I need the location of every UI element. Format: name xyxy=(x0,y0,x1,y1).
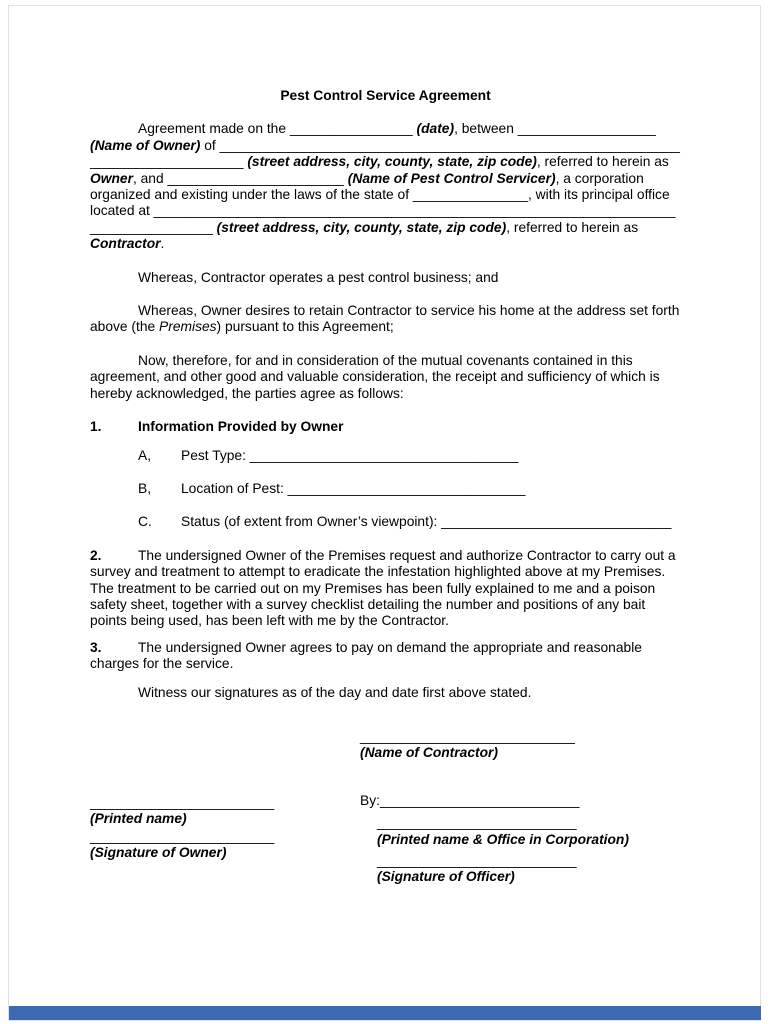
printed-name-office-line: __________________________ xyxy=(377,815,577,831)
contractor-signature-block xyxy=(360,729,681,886)
section-2-clause: 2. The undersigned Owner of the Premises request and authorize Contractor to carry out a survey and treatment to attempt to eradicate the infestation highlighted above at my Premises. The treatment to be carried out on my Premises has been fully explained to me and a poison safety sheet, together with a survey checklist detailing the number and positions of any bait points being used, has been left with me by the Contractor. xyxy=(90,547,676,629)
owner-signature-block xyxy=(90,795,362,862)
by-label: By: xyxy=(360,792,380,808)
contractor-name-label: (Name of Contractor) xyxy=(360,745,498,761)
owner-signature-label: (Signature of Owner) xyxy=(90,845,227,861)
contractor-company-line: __________________________ xyxy=(379,792,580,808)
item-pest-type xyxy=(138,448,681,464)
contractor-name-line: ____________________________ xyxy=(360,728,575,744)
whereas-owner-clause: Whereas, Owner desires to retain Contractor to service his home at the address set forth above (the Premises) pursuant to this Agreement; xyxy=(90,303,680,335)
item-status-text: Status (of extent from Owner’s viewpoint): ______________________________ xyxy=(181,514,672,530)
officer-signature-line: __________________________ xyxy=(377,853,577,868)
owner-printed-name-line: ________________________ xyxy=(90,794,275,810)
printed-name-office-label: (Printed name & Office in Corporation) xyxy=(377,831,629,847)
owner-printed-name-label: (Printed name) xyxy=(90,811,187,827)
item-letter-a: A, xyxy=(138,447,152,463)
section-1-heading: 1. Information Provided by Owner xyxy=(90,419,344,435)
item-letter-c: C. xyxy=(138,514,152,530)
document-title: Pest Control Service Agreement xyxy=(280,88,491,103)
document-content xyxy=(90,88,681,911)
item-letter-b: B, xyxy=(138,480,152,496)
by-signature-row xyxy=(360,793,681,809)
item-location-of-pest-text: Location of Pest: _______________________________ xyxy=(181,480,526,496)
footer-bar xyxy=(9,1006,761,1020)
whereas-contractor-clause: Whereas, Contractor operates a pest control business; and xyxy=(138,269,499,285)
section-3-clause: 3. The undersigned Owner agrees to pay on demand the appropriate and reasonable charges for the service. xyxy=(90,639,642,672)
witness-statement: Witness our signatures as of the day and date first above stated. xyxy=(138,684,532,700)
owner-signature-line: ________________________ xyxy=(90,828,275,844)
consideration-clause: Now, therefore, for and in consideration of the mutual covenants contained in this agreement, and other good and valuable consideration, the receipt and sufficiency of which is hereby acknowledged, the parties agree as follows: xyxy=(90,352,660,401)
signature-section xyxy=(90,701,681,911)
agreement-intro-paragraph: Agreement made on the ________________ (date), between __________________ (Name of Owner) of ________________________________________________________________________________ (street address, city, county, state, zip code), referred to herein as Owner, and _______________________ (Name of Pest Control Servicer), a corporation organized and existing under the laws of the state of _______________, with its principal office located at ____________________________________________________________________________________ (street address, city, county, state, zip code), referred to herein as Contractor. xyxy=(90,121,680,252)
item-pest-type-text: Pest Type: ___________________________________ xyxy=(181,447,519,463)
item-location-of-pest xyxy=(138,481,681,497)
item-status xyxy=(138,514,681,530)
officer-signature-label: (Signature of Officer) xyxy=(377,869,515,885)
